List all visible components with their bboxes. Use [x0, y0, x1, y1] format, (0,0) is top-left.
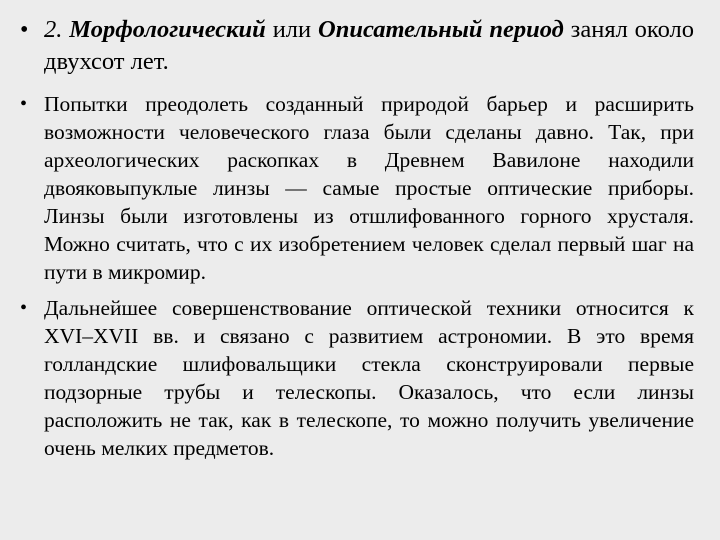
period-term-descriptive: Описательный период — [318, 16, 564, 43]
bullet-icon: • — [20, 93, 28, 115]
period-duration: занял около двухсот лет. — [44, 16, 694, 75]
paragraph-lenses — [18, 90, 694, 286]
bullet-icon: • — [20, 17, 29, 43]
paragraph-text: Попытки преодолеть созданный природой барьер и расширить возможности человеческого глаза были сделаны давно. Так, при археологических раскопках в Древнем Вавилоне находили двояковыпуклые линзы — самые простые оптические приборы. Линзы были изготовлены из отшлифованного горного хрусталя. Можно считать, что с их изобретением человек сделал первый шаг на пути в микромир. — [44, 92, 694, 284]
paragraph-optics — [18, 294, 694, 462]
paragraph-text: Дальнейшее совершенствование оптической техники относится к XVI–XVII вв. и связано с развитием астрономии. В это время голландские шлифовальщики стекла сконструировали первые подзорные трубы и телескопы. Оказалось, что если линзы расположить не так, как в телескопе, то можно получить увеличение очень мелких предметов. — [44, 296, 694, 460]
heading-item — [18, 14, 694, 78]
period-number: 2. — [44, 16, 63, 43]
period-term-morphological: Морфологический — [69, 16, 266, 43]
bullet-list — [18, 14, 694, 462]
bullet-icon: • — [20, 297, 28, 319]
connector-word: или — [272, 16, 312, 43]
